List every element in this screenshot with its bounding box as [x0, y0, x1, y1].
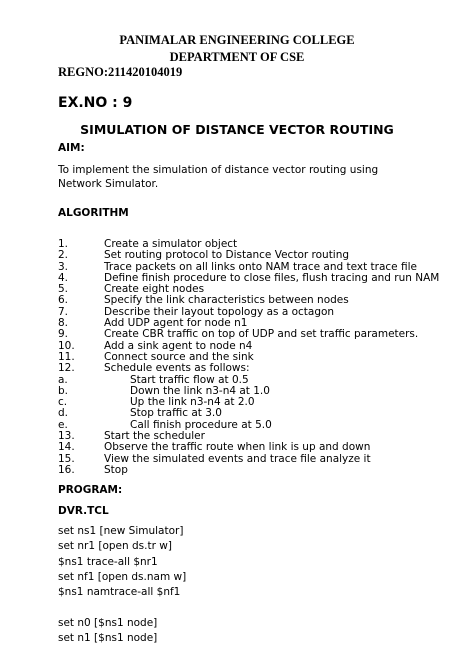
step-text: Create a simulator object: [104, 238, 238, 250]
step-text: Stop: [104, 463, 128, 476]
step-text: Schedule events as follows:: [104, 362, 250, 375]
step-text: Add UDP agent for node n1: [104, 317, 248, 330]
step-text: Trace packets on all links onto NAM trace and text trace file: [104, 260, 417, 273]
step-number: 3.: [58, 260, 69, 273]
step-number: 13.: [58, 430, 75, 443]
step-number: 6.: [58, 294, 69, 307]
step-text: Up the link n3-n4 at 2.0: [130, 396, 255, 409]
code-line: set ns1 [new Simulator]: [58, 525, 184, 537]
step-number: 9.: [58, 328, 69, 341]
step-text: Start traffic flow at 0.5: [130, 373, 249, 386]
step-number: b.: [58, 384, 69, 397]
code-line: set nf1 [open ds.nam w]: [58, 570, 187, 583]
step-text: Down the link n3-n4 at 1.0: [130, 384, 270, 397]
step-number: 10.: [58, 339, 75, 352]
program-heading: PROGRAM:: [58, 484, 123, 496]
step-number: 2.: [58, 249, 69, 262]
step-text: Create CBR traffic on top of UDP and set traffic parameters.: [104, 328, 419, 341]
step-number: a.: [58, 373, 68, 386]
registration-number: REGNO:211420104019: [58, 65, 183, 79]
code-line: $ns1 namtrace-all $nf1: [58, 586, 181, 599]
step-number: 15.: [58, 452, 75, 465]
college-name: PANIMALAR ENGINEERING COLLEGE: [119, 33, 355, 47]
step-text: Specify the link characteristics between nodes: [104, 294, 349, 307]
algorithm-heading: ALGORITHM: [58, 207, 129, 219]
code-line: set n0 [$ns1 node]: [58, 616, 158, 629]
step-number: 8.: [58, 317, 69, 330]
step-text: Add a sink agent to node n4: [104, 339, 253, 352]
code-line: set n1 [$ns1 node]: [58, 632, 158, 645]
step-number: 5.: [58, 283, 69, 296]
aim-text: To implement the simulation of distance vector routing using Network Simulator.: [58, 164, 379, 190]
step-text: Connect source and the sink: [104, 350, 254, 363]
exercise-title: SIMULATION OF DISTANCE VECTOR ROUTING: [80, 122, 394, 137]
step-number: c.: [58, 396, 68, 409]
aim-heading: AIM:: [58, 142, 85, 154]
step-number: d.: [58, 407, 69, 420]
step-text: Set routing protocol to Distance Vector routing: [104, 249, 350, 262]
exercise-number: EX.NO : 9: [58, 95, 133, 111]
step-number: 16.: [58, 463, 75, 476]
step-text: Define finish procedure to close files, flush tracing and run NAM: [104, 271, 440, 284]
step-text: View the simulated events and trace file analyze it: [104, 452, 371, 465]
program-filename: DVR.TCL: [58, 505, 109, 517]
step-number: 7.: [58, 305, 69, 318]
step-text: Start the scheduler: [104, 430, 205, 443]
code-line: [58, 600, 186, 615]
step-number: 11.: [58, 350, 75, 363]
code-line: set nr1 [open ds.tr w]: [58, 540, 172, 553]
step-text: Create eight nodes: [104, 283, 205, 296]
program-code: [58, 524, 186, 646]
step-text: Stop traffic at 3.0: [130, 407, 222, 420]
step-number: 1.: [58, 238, 69, 250]
step-number: 4.: [58, 271, 69, 284]
department-name: DEPARTMENT OF CSE: [169, 50, 305, 64]
step-text: Observe the traffic route when link is up and down: [104, 441, 371, 454]
step-text: Call finish procedure at 5.0: [130, 418, 272, 431]
step-number: e.: [58, 418, 68, 431]
step-number: 14.: [58, 441, 75, 454]
step-number: 12.: [58, 362, 75, 375]
step-text: Describe their layout topology as a octagon: [104, 305, 335, 318]
code-line: $ns1 trace-all $nr1: [58, 555, 158, 568]
